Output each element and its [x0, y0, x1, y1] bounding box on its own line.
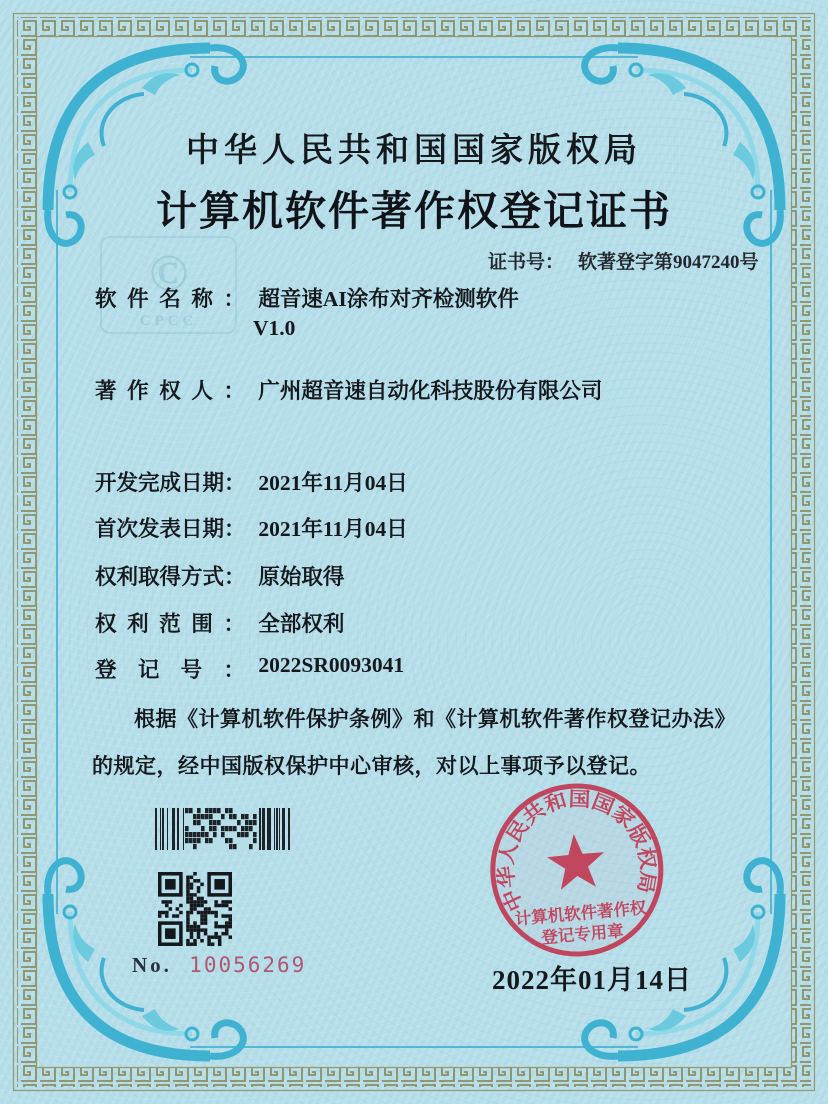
- seal-ring-text: 中华人民共和国国家版权局: [495, 788, 659, 915]
- field-label: 开发完成日期：: [95, 471, 246, 495]
- field-value: 2021年11月04日: [258, 471, 408, 495]
- certificate-number-label: 证书号：: [488, 252, 565, 273]
- field-value: 超音速AI涂布对齐检测软件: [258, 287, 519, 311]
- serial-label: No.: [132, 953, 172, 977]
- certificate-number-value: 软著登字第9047240号: [578, 252, 759, 273]
- serial-number: 10056269: [189, 953, 307, 977]
- field-label: 首次发表日期：: [95, 517, 246, 541]
- cpcc-watermark-glyph: ©: [149, 245, 188, 302]
- issuing-authority-title: 中华人民共和国国家版权局: [186, 133, 642, 169]
- software-version: V1.0: [253, 316, 296, 340]
- official-seal: [479, 771, 675, 974]
- field-label: 权利取得方式：: [95, 565, 246, 589]
- field-right-acquire-method: [95, 560, 344, 591]
- registration-statement: 根据《计算机软件保护条例》和《计算机软件著作权登记办法》的规定，经中国版权保护中心审核，对以上事项予以登记。: [92, 707, 736, 778]
- field-label: 权利范围：: [95, 612, 245, 636]
- field-registration-no: [95, 653, 404, 684]
- field-label: 著作权人：: [95, 379, 245, 403]
- field-value: 全部权利: [258, 612, 345, 636]
- serial-number-line: [132, 953, 306, 978]
- field-label: 软件名称：: [95, 287, 245, 311]
- issue-date: 2022年01月14日: [492, 965, 692, 995]
- qr-code: [158, 872, 232, 946]
- certificate-number-line: [488, 247, 759, 274]
- cpcc-watermark-text: CPCC: [139, 313, 198, 329]
- field-copyright-owner: [95, 374, 602, 405]
- field-value: 广州超音速自动化科技股份有限公司: [258, 379, 603, 403]
- barcode: [155, 808, 290, 850]
- field-value: 2021年11月04日: [258, 517, 408, 541]
- field-value: 原始取得: [258, 565, 345, 589]
- field-software-name: [95, 282, 519, 313]
- seal-inner-line1: 计算机软件著作权: [514, 898, 648, 929]
- field-label: 登记号：: [95, 658, 245, 682]
- seal-inner-line2: 登记专用章: [540, 921, 625, 948]
- field-value: 2022SR0093041: [258, 653, 405, 677]
- certificate-title: 计算机软件著作权登记证书: [156, 188, 672, 234]
- field-right-scope: [95, 607, 344, 638]
- field-first-publish-date: [95, 512, 408, 543]
- field-dev-complete-date: [95, 466, 408, 497]
